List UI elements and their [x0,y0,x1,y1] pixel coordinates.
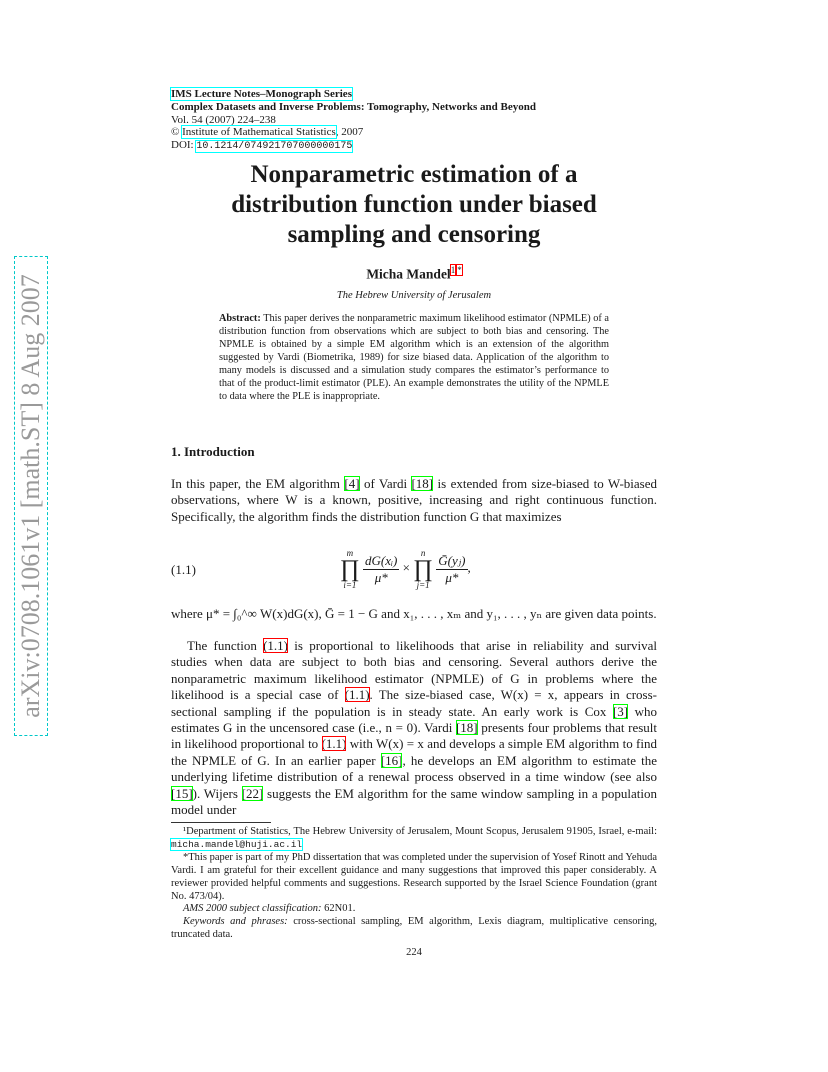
doi-link[interactable]: 10.1214/074921707000000175 [196,141,353,153]
abstract-text: This paper derives the nonparametric maximum likelihood estimator (NPMLE) of a distribution function from observations which are subject to both bias and censoring. The NPMLE is obtained by a simple EM algorithm which is an extension of the algorithm suggested by Vardi (Biometrika, 1989) for size biased data. Application of the algorithm to many models is discussed and a simulation study compares the estimator’s performance to that of the product-limit estimator (PLE). An example demonstrates the utility of the NPMLE to data where the PLE is inappropriate. [219,313,609,402]
title-line-3: sampling and censoring [287,221,541,248]
citation-3[interactable]: [3] [612,703,629,719]
intro-paragraph-2 [171,638,657,818]
footnote-1 [171,826,657,852]
p2-text-5: presents four problems that result in likelihood proportional to [171,720,657,752]
prod1-top: m [346,548,354,558]
publisher-link[interactable]: Institute of Mathematical Statistics [182,126,336,139]
ams-label: AMS 2000 subject classification: [183,903,322,915]
equation-ref-2[interactable]: (1.1) [344,687,370,703]
times-symbol: × [402,559,410,575]
journal-header [171,88,536,154]
fraction-2-denominator: μ* [445,569,459,585]
where-line: where μ* = ∫₀^∞ W(x)dG(x), Ḡ = 1 − G and x₁, . . . , xₘ and y₁, . . . , yₙ are given data points. [171,606,657,621]
citation-18b[interactable]: [18] [455,720,478,736]
p2-text-8: ). Wijers [192,785,242,801]
p2-text-9: suggests the EM algorithm for the same window sampling in a population model under [171,785,657,818]
footnote-rule [171,822,271,823]
p1-text-3: is extended from size-biased to W-biased observations, where W is a known, positive, increasing and right continuous function. Specifically, the algorithm finds the distribution function G that maximizes [171,476,657,524]
fraction-1-denominator: μ* [374,569,388,585]
p2-text-4: who estimates G in the uncensored case (i.e., n = 0). Vardi [171,703,658,736]
p2-text-2: is proportional to likelihoods that arise in reliability and survival studies when data are subject to both bias and censoring. Several authors derive the nonparametric maximum likelihood estimator (NPMLE) of G in problems where the likelihood is a special case of [171,638,657,703]
ams-value: 62N01. [321,903,356,915]
page-number: 224 [406,947,422,958]
p1-text-2: of Vardi [359,476,412,491]
prod2-top: n [420,548,426,558]
citation-4[interactable]: [4] [344,476,360,491]
copyright-line [171,126,536,139]
prod1-bottom: i=1 [343,580,357,590]
author-line [150,265,678,283]
footnote-mark-1[interactable]: 1 [450,265,456,275]
author-name: Micha Mandel [366,266,451,282]
footnote-mark-star[interactable]: * [457,265,462,275]
product-operator-1: m ∏ i=1 [340,548,360,590]
equation-ref-1[interactable]: (1.1) [263,638,289,653]
doi-label: DOI: [171,139,197,152]
footnotes [171,826,657,942]
citation-18[interactable]: [18] [411,476,434,491]
citation-22[interactable]: [22] [241,785,264,801]
prod2-bottom: j=1 [416,580,430,590]
p2-text-6: with W(x) = x and develops a simple EM algorithm to find the NPMLE of G. In an earlier paper [171,736,657,768]
intro-paragraph-1 [171,476,657,525]
title-line-1: Nonparametric estimation of a [250,161,578,188]
p2-text-7: , he develops an EM algorithm to estimate the underlying lifetime distribution of a renewal process observed in a time window (see also [171,752,657,785]
abstract-label: Abstract: [219,313,261,324]
fraction-1 [363,553,399,586]
copyright-year: , 2007 [335,126,364,139]
citation-16[interactable]: [16] [380,752,403,768]
p1-text-1: In this paper, the EM algorithm [171,476,345,491]
product-operator-2: n ∏ j=1 [413,548,433,590]
equation-ref-3[interactable]: (1.1) [321,736,347,752]
author-affiliation: The Hebrew University of Jerusalem [336,290,492,301]
fraction-1-numerator: dG(xᵢ) [365,552,398,568]
fraction-2-numerator: Ḡ(yⱼ) [438,552,466,568]
ams-classification [171,903,657,916]
footnote-1-text: ¹Department of Statistics, The Hebrew University of Jerusalem, Mount Scopus, Jerusalem 91905, Israel, e-mail: [183,826,657,837]
section-heading: 1. Introduction [171,444,255,459]
footnote-2: *This paper is part of my PhD dissertation that was completed under the supervision of Yosef Rinott and Yehuda Vardi. I am grateful for their excellent guidance and many suggestions that improved this paper considerably. A reviewer provided helpful comments and suggestions. Research supported by the Israel Science Foundation (grant No. 473/04). [171,851,657,902]
arxiv-stamp-text: arXiv:0708.1061v1 [math.ST] 8 Aug 2007 [16,274,45,718]
p2-text-3: . The size-biased case, W(x) = x, appears in cross-sectional sampling if the population is in steady state. An early work is Cox [171,687,657,719]
keywords-value: cross-sectional sampling, EM algorithm, Lexis diagram, multiplicative censoring, truncated data. [171,916,657,941]
equation-1-1 [340,548,471,590]
book-title: Complex Datasets and Inverse Problems: Tomography, Networks and Beyond [171,100,536,113]
abstract [219,312,609,403]
p2-text-1: The function [187,638,264,653]
title-line-2: distribution function under biased [231,191,597,218]
keywords-label: Keywords and phrases: [183,916,288,928]
series-link[interactable]: IMS Lecture Notes–Monograph Series [171,88,352,100]
citation-15[interactable]: [15] [171,785,193,801]
author-email-link[interactable]: micha.mandel@huji.ac.il [171,838,303,850]
arxiv-stamp-link[interactable] [14,256,48,736]
doi-line [171,139,536,154]
equation-end: , [467,559,471,575]
paper-title [150,160,678,250]
volume-info: Vol. 54 (2007) 224–238 [171,113,276,126]
keywords [171,916,657,942]
copyright-symbol: © [171,126,180,139]
fraction-2 [436,553,467,586]
equation-label: (1.1) [171,562,196,577]
